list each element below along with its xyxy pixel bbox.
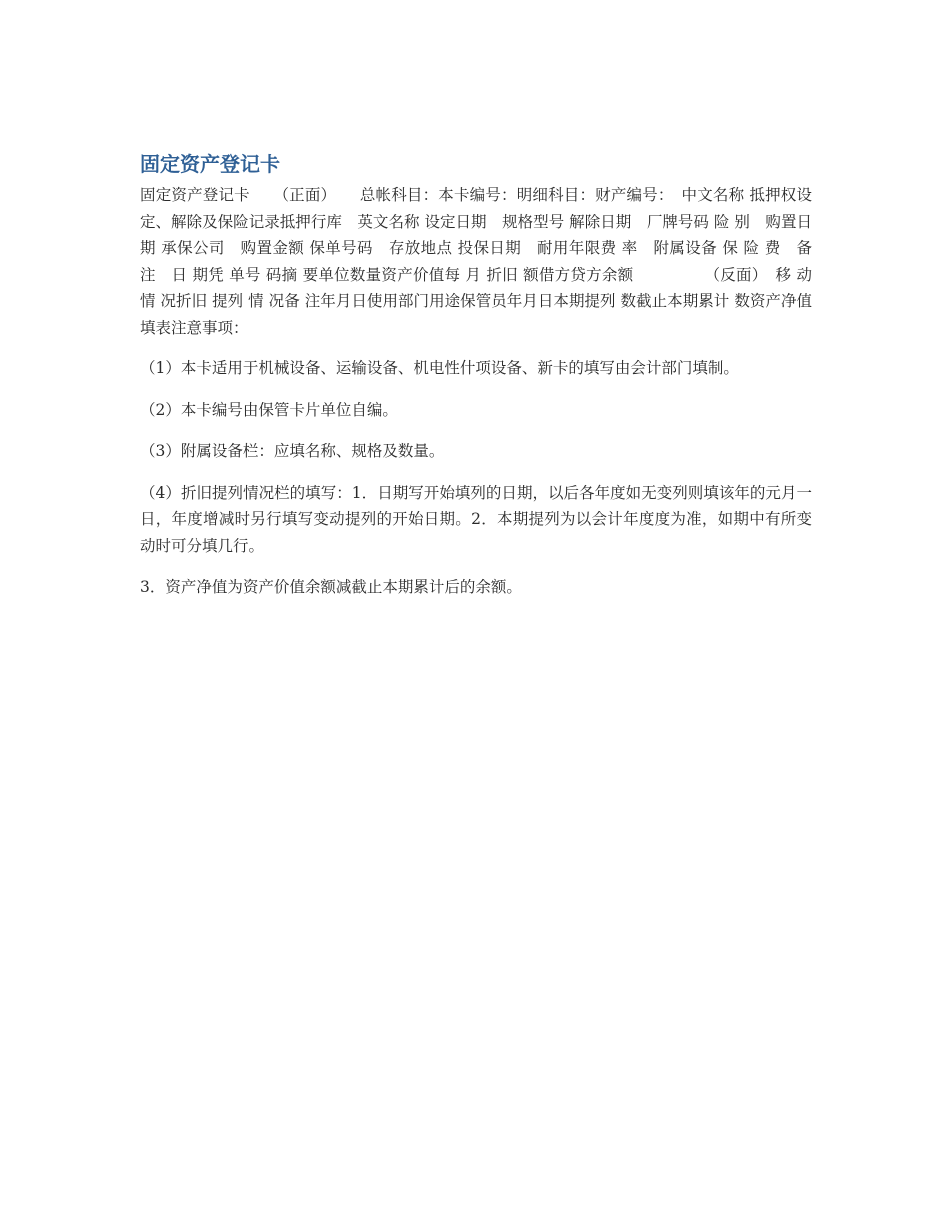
card-fields-paragraph: 固定资产登记卡 （正面） 总帐科目：本卡编号：明细科目：财产编号： 中文名称 抵押权设定、解除及保险记录抵押行库 英文名称 设定日期 规格型号 解除日期 厂牌号码 险 别 购置日期 承保公司 购置金额 保单号码 存放地点 投保日期 耐用年限费 率 附属设备 保 险 费 备 注 日 期凭 单号 码摘 要单位数量资产价值每 月 折旧 额借方贷方余额 （反面） 移 动 情 况折旧 提列 情 况备 注年月日使用部门用途保管员年月日本期提列 数截止本期累计 数资产净值填表注意事项：	[140, 186, 812, 337]
note-3-paragraph: （3）附属设备栏：应填名称、规格及数量。	[140, 442, 445, 460]
document-body	[140, 148, 812, 616]
note-2-paragraph: （2）本卡编号由保管卡片单位自编。	[140, 400, 398, 419]
note-1-paragraph: （1）本卡适用于机械设备、运输设备、机电性什项设备、新卡的填写由会计部门填制。	[140, 359, 739, 377]
document-title: 固定资产登记卡	[140, 152, 280, 176]
note-5-paragraph: 3．资产净值为资产价值余额减截止本期累计后的余额。	[140, 578, 522, 596]
note-4-paragraph: （4）折旧提列情况栏的填写：1．日期写开始填列的日期，以后各年度如无变列则填该年的元月一日，年度增减时另行填写变动提列的开始日期。2．本期提列为以会计年度度为准，如期中有所变动时可分填几行。	[140, 483, 812, 555]
